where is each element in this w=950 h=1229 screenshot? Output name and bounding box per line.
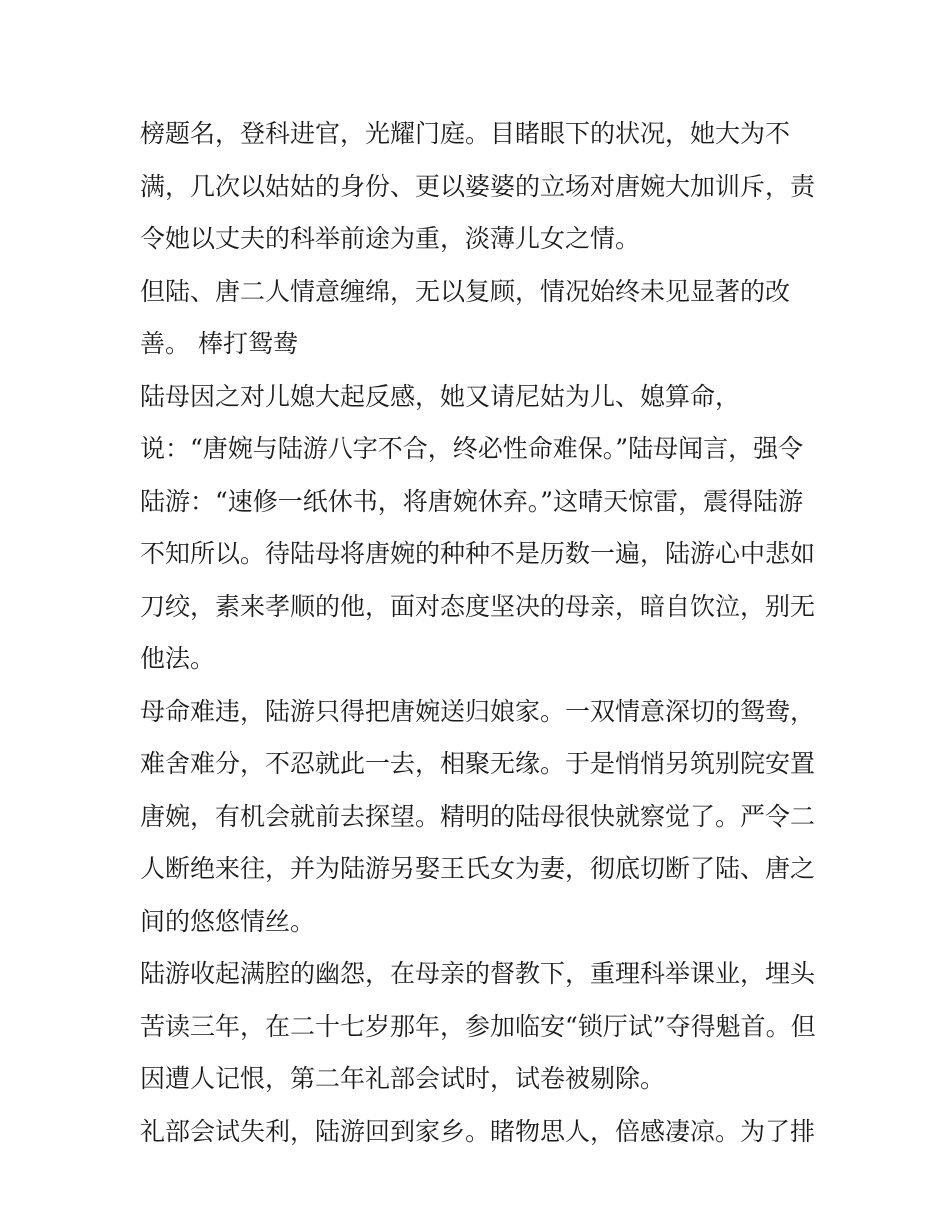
text-line: 榜题名，登科进官，光耀门庭。目睹眼下的状况，她大为不: [140, 119, 791, 148]
text-line: 令她以丈夫的科举前途为重，淡薄儿女之情。: [140, 224, 641, 253]
text-line: 满，几次以姑姑的身份、更以婆婆的立场对唐婉大加训斥，责: [140, 171, 816, 201]
text-line: 因遭人记恨，第二年礼部会试时，试卷被剔除。: [140, 1064, 666, 1093]
text-line: 人断绝来往，并为陆游另娶王氏女为妻，彻底切断了陆、唐之: [140, 854, 816, 883]
text-line: 陆游收起满腔的幽怨，在母亲的督教下，重理科举课业，埋头: [140, 959, 816, 988]
text-line: 刀绞，素来孝顺的他，面对态度坚决的母亲，暗自饮泣，别无: [140, 591, 816, 621]
text-line: 母命难违，陆游只得把唐婉送归娘家。一双情意深切的鸳鸯，: [140, 696, 816, 726]
text-line: 他法。: [140, 644, 216, 673]
text-line: 礼部会试失利，陆游回到家乡。睹物思人，倍感凄凉。为了排: [140, 1116, 816, 1146]
text-line: 难舍难分，不忍就此一去，相聚无缘。于是悄悄另筑别院安置: [140, 749, 816, 778]
text-line: 陆母因之对儿媳大起反感，她又请尼姑为儿、媳算命，: [140, 381, 741, 411]
text-line: 不知所以。待陆母将唐婉的种种不是历数一遍，陆游心中悲如: [140, 539, 816, 568]
body-text: [140, 108, 820, 1158]
text-line: 陆游：“速修一纸休书，将唐婉休弃。”这晴天惊雷，震得陆游: [140, 486, 804, 516]
text-line: 说：“唐婉与陆游八字不合，终必性命难保。”陆母闻言，强令: [140, 434, 804, 463]
text-line: 间的悠悠情丝。: [140, 906, 316, 936]
text-line: 唐婉，有机会就前去探望。精明的陆母很快就察觉了。严令二: [140, 801, 816, 831]
text-line: 善。 棒打鸳鸯: [140, 329, 298, 358]
text-line: 但陆、唐二人情意缠绵，无以复顾，情况始终未见显著的改: [140, 276, 791, 306]
text-line: 苦读三年，在二十七岁那年，参加临安“锁厅试”夺得魁首。但: [140, 1011, 816, 1041]
